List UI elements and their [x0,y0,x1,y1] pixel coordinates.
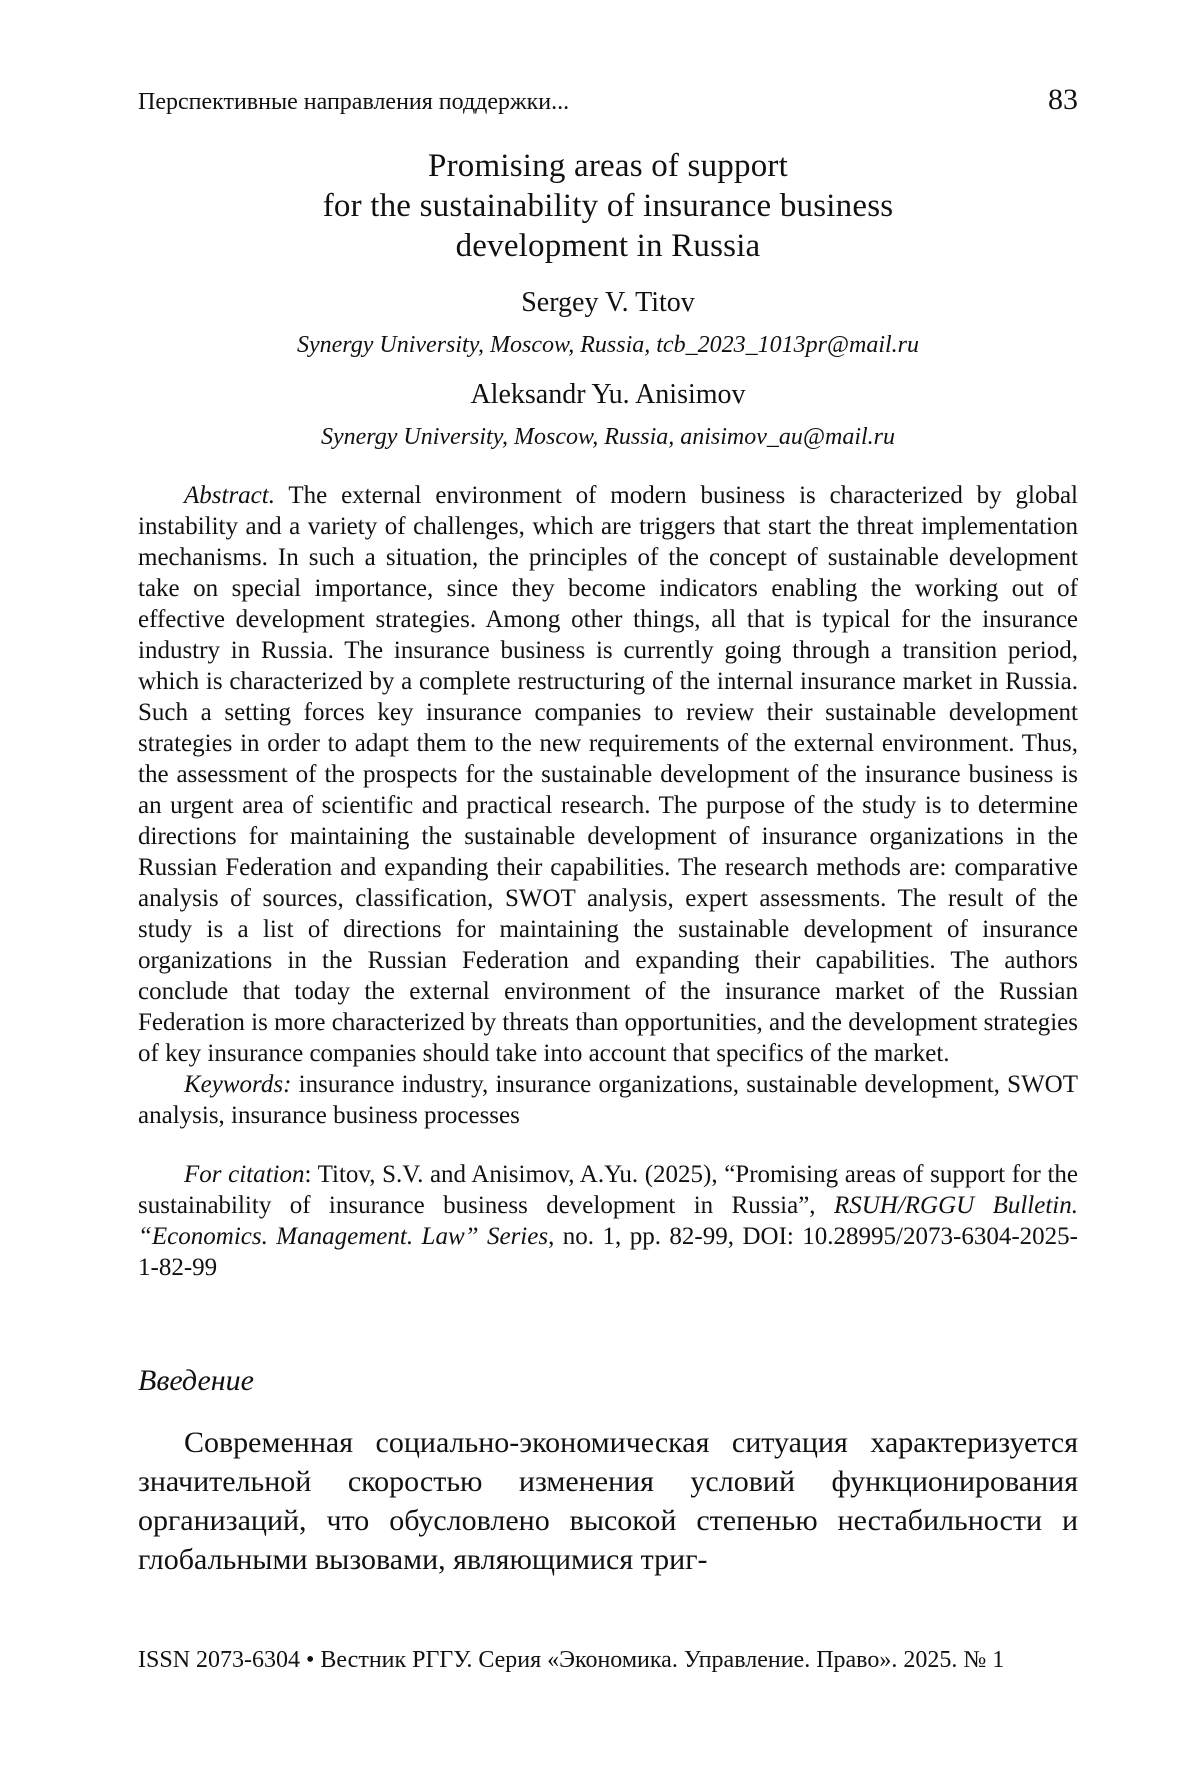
page-content [138,0,1078,1609]
citation-text-after-journal: , no. 1, pp. 82-99, DOI: 10.28995/2073-6304-2025-1-82-99 [138,1223,1078,1281]
author-affiliation-1: Synergy University, Moscow, Russia, tcb_2023_1013pr@mail.ru [296,332,920,358]
section-heading-introduction: Введение [138,1364,254,1397]
introduction-paragraph: Современная социально-экономическая ситуация характеризуется значительной скоростью изменения условий функционирования организаций, что обусловлено высокой степенью нестабильности и глобальными вызовами, являющимися триг- [138,1426,1078,1576]
article-title-line-2: for the sustainability of insurance business [322,188,894,224]
running-header-title: Перспективные направления поддержки... [138,89,570,115]
citation-paragraph [138,1159,1078,1283]
article-title-line-3: development in Russia [455,228,761,264]
keywords-text: insurance industry, insurance organizations, sustainable development, SWOT analysis, insurance business processes [138,1071,1078,1129]
citation-journal-title: RSUH/RGGU Bulletin. “Economics. Management. Law” Series [138,1192,1078,1250]
keywords-paragraph [138,1069,1078,1131]
keywords-label: Keywords: [184,1071,292,1098]
citation-label: For citation [184,1161,305,1188]
author-affiliation-2: Synergy University, Moscow, Russia, anisimov_au@mail.ru [320,424,896,450]
abstract-paragraph [138,480,1078,1069]
author-name-1: Sergey V. Titov [521,287,695,318]
article-title-line-1: Promising areas of support [428,148,788,184]
author-name-2: Aleksandr Yu. Anisimov [470,379,746,410]
footer-issn-line: ISSN 2073-6304 • Вестник РГГУ. Серия «Экономика. Управление. Право». 2025. № 1 [138,1647,1005,1673]
citation-text-before-journal: : Titov, S.V. and Anisimov, A.Yu. (2025), “Promising areas of support for the sustainability of insurance business development in Russia”, [138,1161,1078,1219]
abstract-label: Abstract. [184,482,275,509]
article-title [138,146,1078,266]
abstract-text: The external environment of modern business is characterized by global instability and a variety of challenges, which are triggers that start the threat implementation mechanisms. In such a situation, the principles of the concept of sustainable development take on special importance, since they become indicators enabling the working out of effective development strategies. Among other things, all that is typical for the insurance industry in Russia. The insurance business is currently going through a transition period, which is characterized by a complete restructuring of the internal insurance market in Russia. Such a setting forces key insurance companies to review their sustainable development strategies in order to adapt them to the new requirements of the external environment. Thus, the assessment of the prospects for the sustainable development of the insurance business is an urgent area of scientific and practical research. The purpose of the study is to determine directions for maintaining the sustainable development of insurance organizations in the Russian Federation and expanding their capabilities. The research methods are: comparative analysis of sources, classification, SWOT analysis, expert assessments. The result of the study is a list of directions for maintaining the sustainable development of insurance organizations in the Russian Federation and expanding their capabilities. The authors conclude that today the external environment of the insurance market of the Russian Federation is more characterized by threats than opportunities, and the development strategies of key insurance companies should take into account that specifics of the market. [138,482,1078,1067]
page-number: 83 [1048,83,1078,116]
